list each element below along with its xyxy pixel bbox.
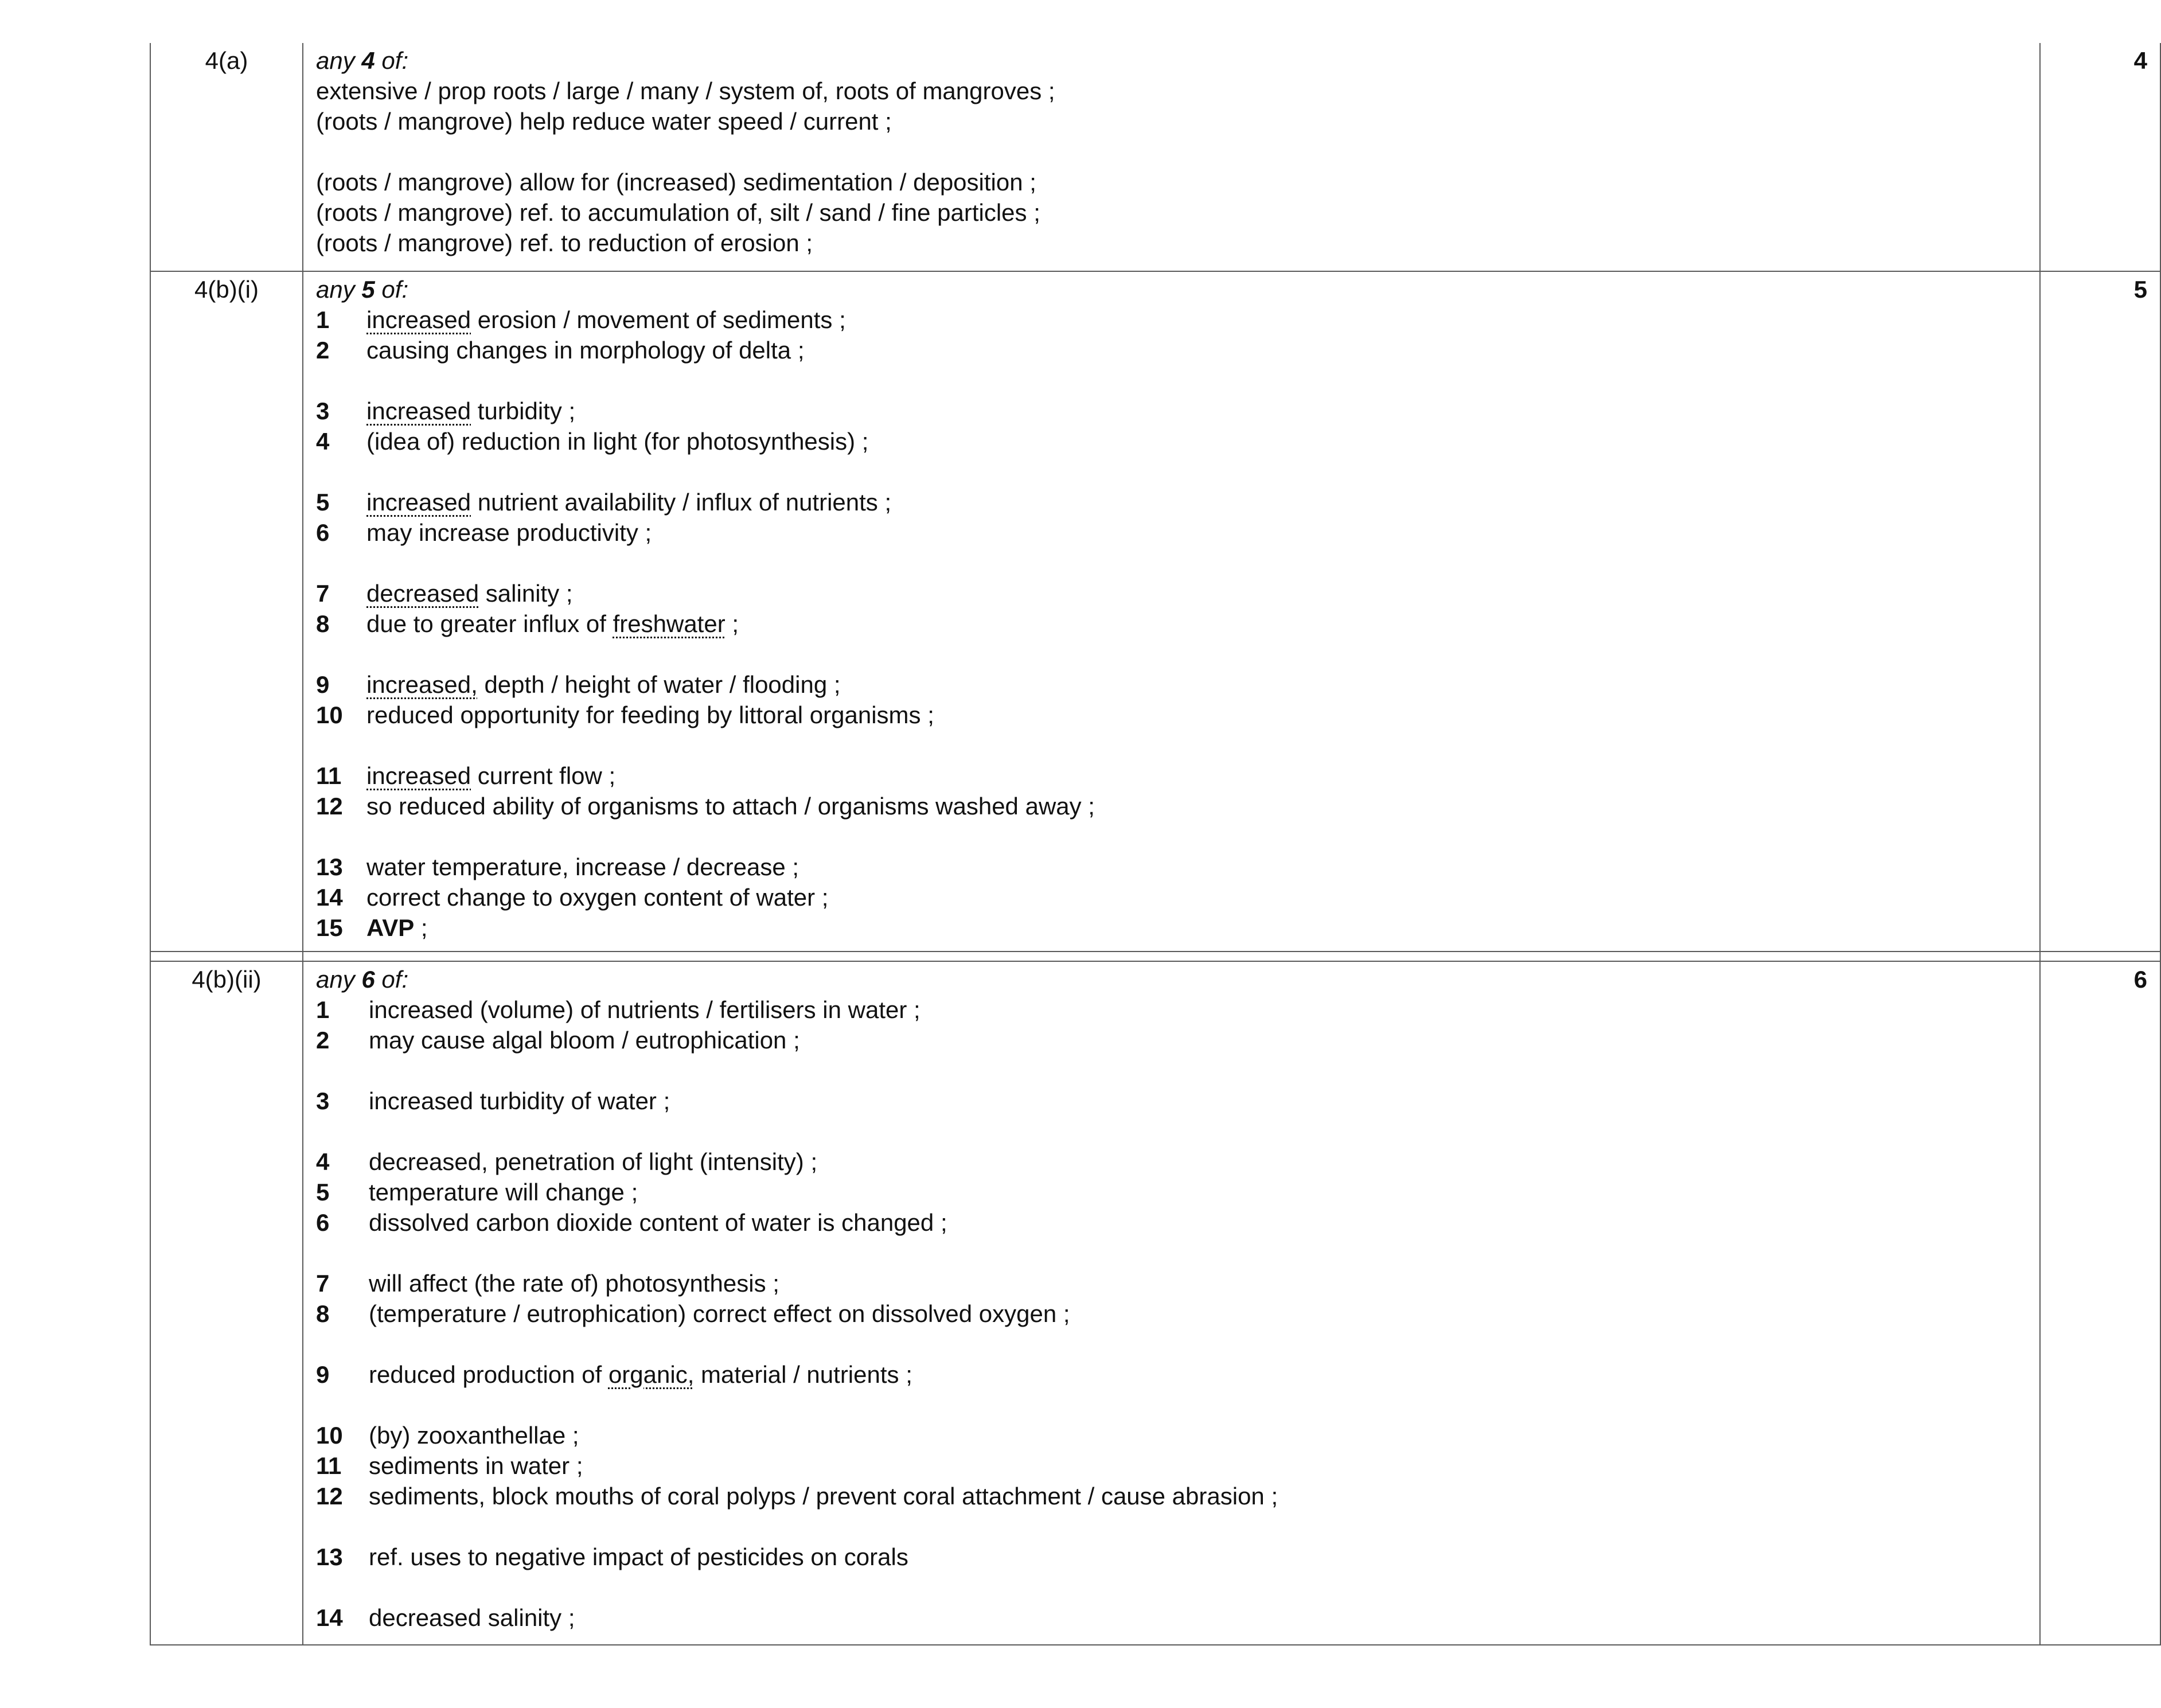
answer-item: 8 (temperature / eutrophication) correct effect on dissolved oxygen ; <box>316 1300 1070 1327</box>
answer-item: 10 (by) zooxanthellae ; <box>316 1422 579 1449</box>
answer-item: 15 AVP ; <box>316 914 428 941</box>
answer-item: 6 may increase productivity ; <box>316 519 652 546</box>
question-number: 4(b)(ii) <box>150 961 303 1645</box>
mark-scheme-table <box>150 43 2161 1645</box>
marks-value: 5 <box>2040 271 2160 952</box>
marks-value: 6 <box>2040 961 2160 1645</box>
answer-line: (roots / mangrove) ref. to reduction of erosion ; <box>316 229 813 256</box>
answer-item: 2 may cause algal bloom / eutrophication ; <box>316 1027 800 1054</box>
answer-item: 9 increased, depth / height of water / flooding ; <box>316 671 841 698</box>
answer-item: 11 sediments in water ; <box>316 1452 583 1479</box>
answer-item: 12 sediments, block mouths of coral polyps / prevent coral attachment / cause abrasion ; <box>316 1483 1278 1510</box>
answer-item: 2 causing changes in morphology of delta ; <box>316 337 805 364</box>
answer-item: 4 (idea of) reduction in light (for photosynthesis) ; <box>316 428 869 455</box>
answer-item: 5 increased nutrient availability / influx of nutrients ; <box>316 489 892 516</box>
answer-item: 13 water temperature, increase / decrease ; <box>316 853 799 880</box>
answer-line: (roots / mangrove) allow for (increased) sedimentation / deposition ; <box>316 169 1036 196</box>
row-separator <box>150 952 2160 961</box>
answer-item: 14 decreased salinity ; <box>316 1604 575 1631</box>
answer-item: 1 increased (volume) of nutrients / fertilisers in water ; <box>316 996 920 1023</box>
question-number: 4(a) <box>150 43 303 271</box>
answer-item: 4 decreased, penetration of light (intensity) ; <box>316 1148 818 1175</box>
answer-item: 3 increased turbidity of water ; <box>316 1087 670 1114</box>
answer-intro: any 4 of: <box>316 47 409 74</box>
answer-item: 1 increased erosion / movement of sediments ; <box>316 306 846 333</box>
answer-line: (roots / mangrove) ref. to accumulation of, silt / sand / fine particles ; <box>316 199 1040 226</box>
answer-item: 9 reduced production of organic, material / nutrients ; <box>316 1361 912 1388</box>
answer-item: 6 dissolved carbon dioxide content of water is changed ; <box>316 1209 947 1236</box>
answer-item: 14 correct change to oxygen content of water ; <box>316 884 829 911</box>
answer-item: 10 reduced opportunity for feeding by littoral organisms ; <box>316 701 934 728</box>
answer-item: 7 will affect (the rate of) photosynthesis ; <box>316 1270 779 1297</box>
question-number: 4(b)(i) <box>150 271 303 952</box>
answer-intro: any 5 of: <box>316 276 409 303</box>
answer-item: 12 so reduced ability of organisms to attach / organisms washed away ; <box>316 793 1095 820</box>
answer-line: extensive / prop roots / large / many / system of, roots of mangroves ; <box>316 77 1055 104</box>
table-row <box>150 43 2160 271</box>
table-row <box>150 271 2160 952</box>
answer-intro: any 6 of: <box>316 966 409 993</box>
answer-cell <box>303 961 2040 1645</box>
answer-cell <box>303 271 2040 952</box>
table-row <box>150 961 2160 1645</box>
answer-item: 8 due to greater influx of freshwater ; <box>316 610 739 637</box>
answer-item: 7 decreased salinity ; <box>316 580 573 607</box>
answer-cell <box>303 43 2040 271</box>
answer-item: 11 increased current flow ; <box>316 762 616 789</box>
answer-line: (roots / mangrove) help reduce water speed / current ; <box>316 108 892 135</box>
answer-item: 13 ref. uses to negative impact of pesticides on corals <box>316 1543 908 1570</box>
marks-value: 4 <box>2040 43 2160 271</box>
answer-item: 5 temperature will change ; <box>316 1179 638 1206</box>
answer-item: 3 increased turbidity ; <box>316 397 576 424</box>
